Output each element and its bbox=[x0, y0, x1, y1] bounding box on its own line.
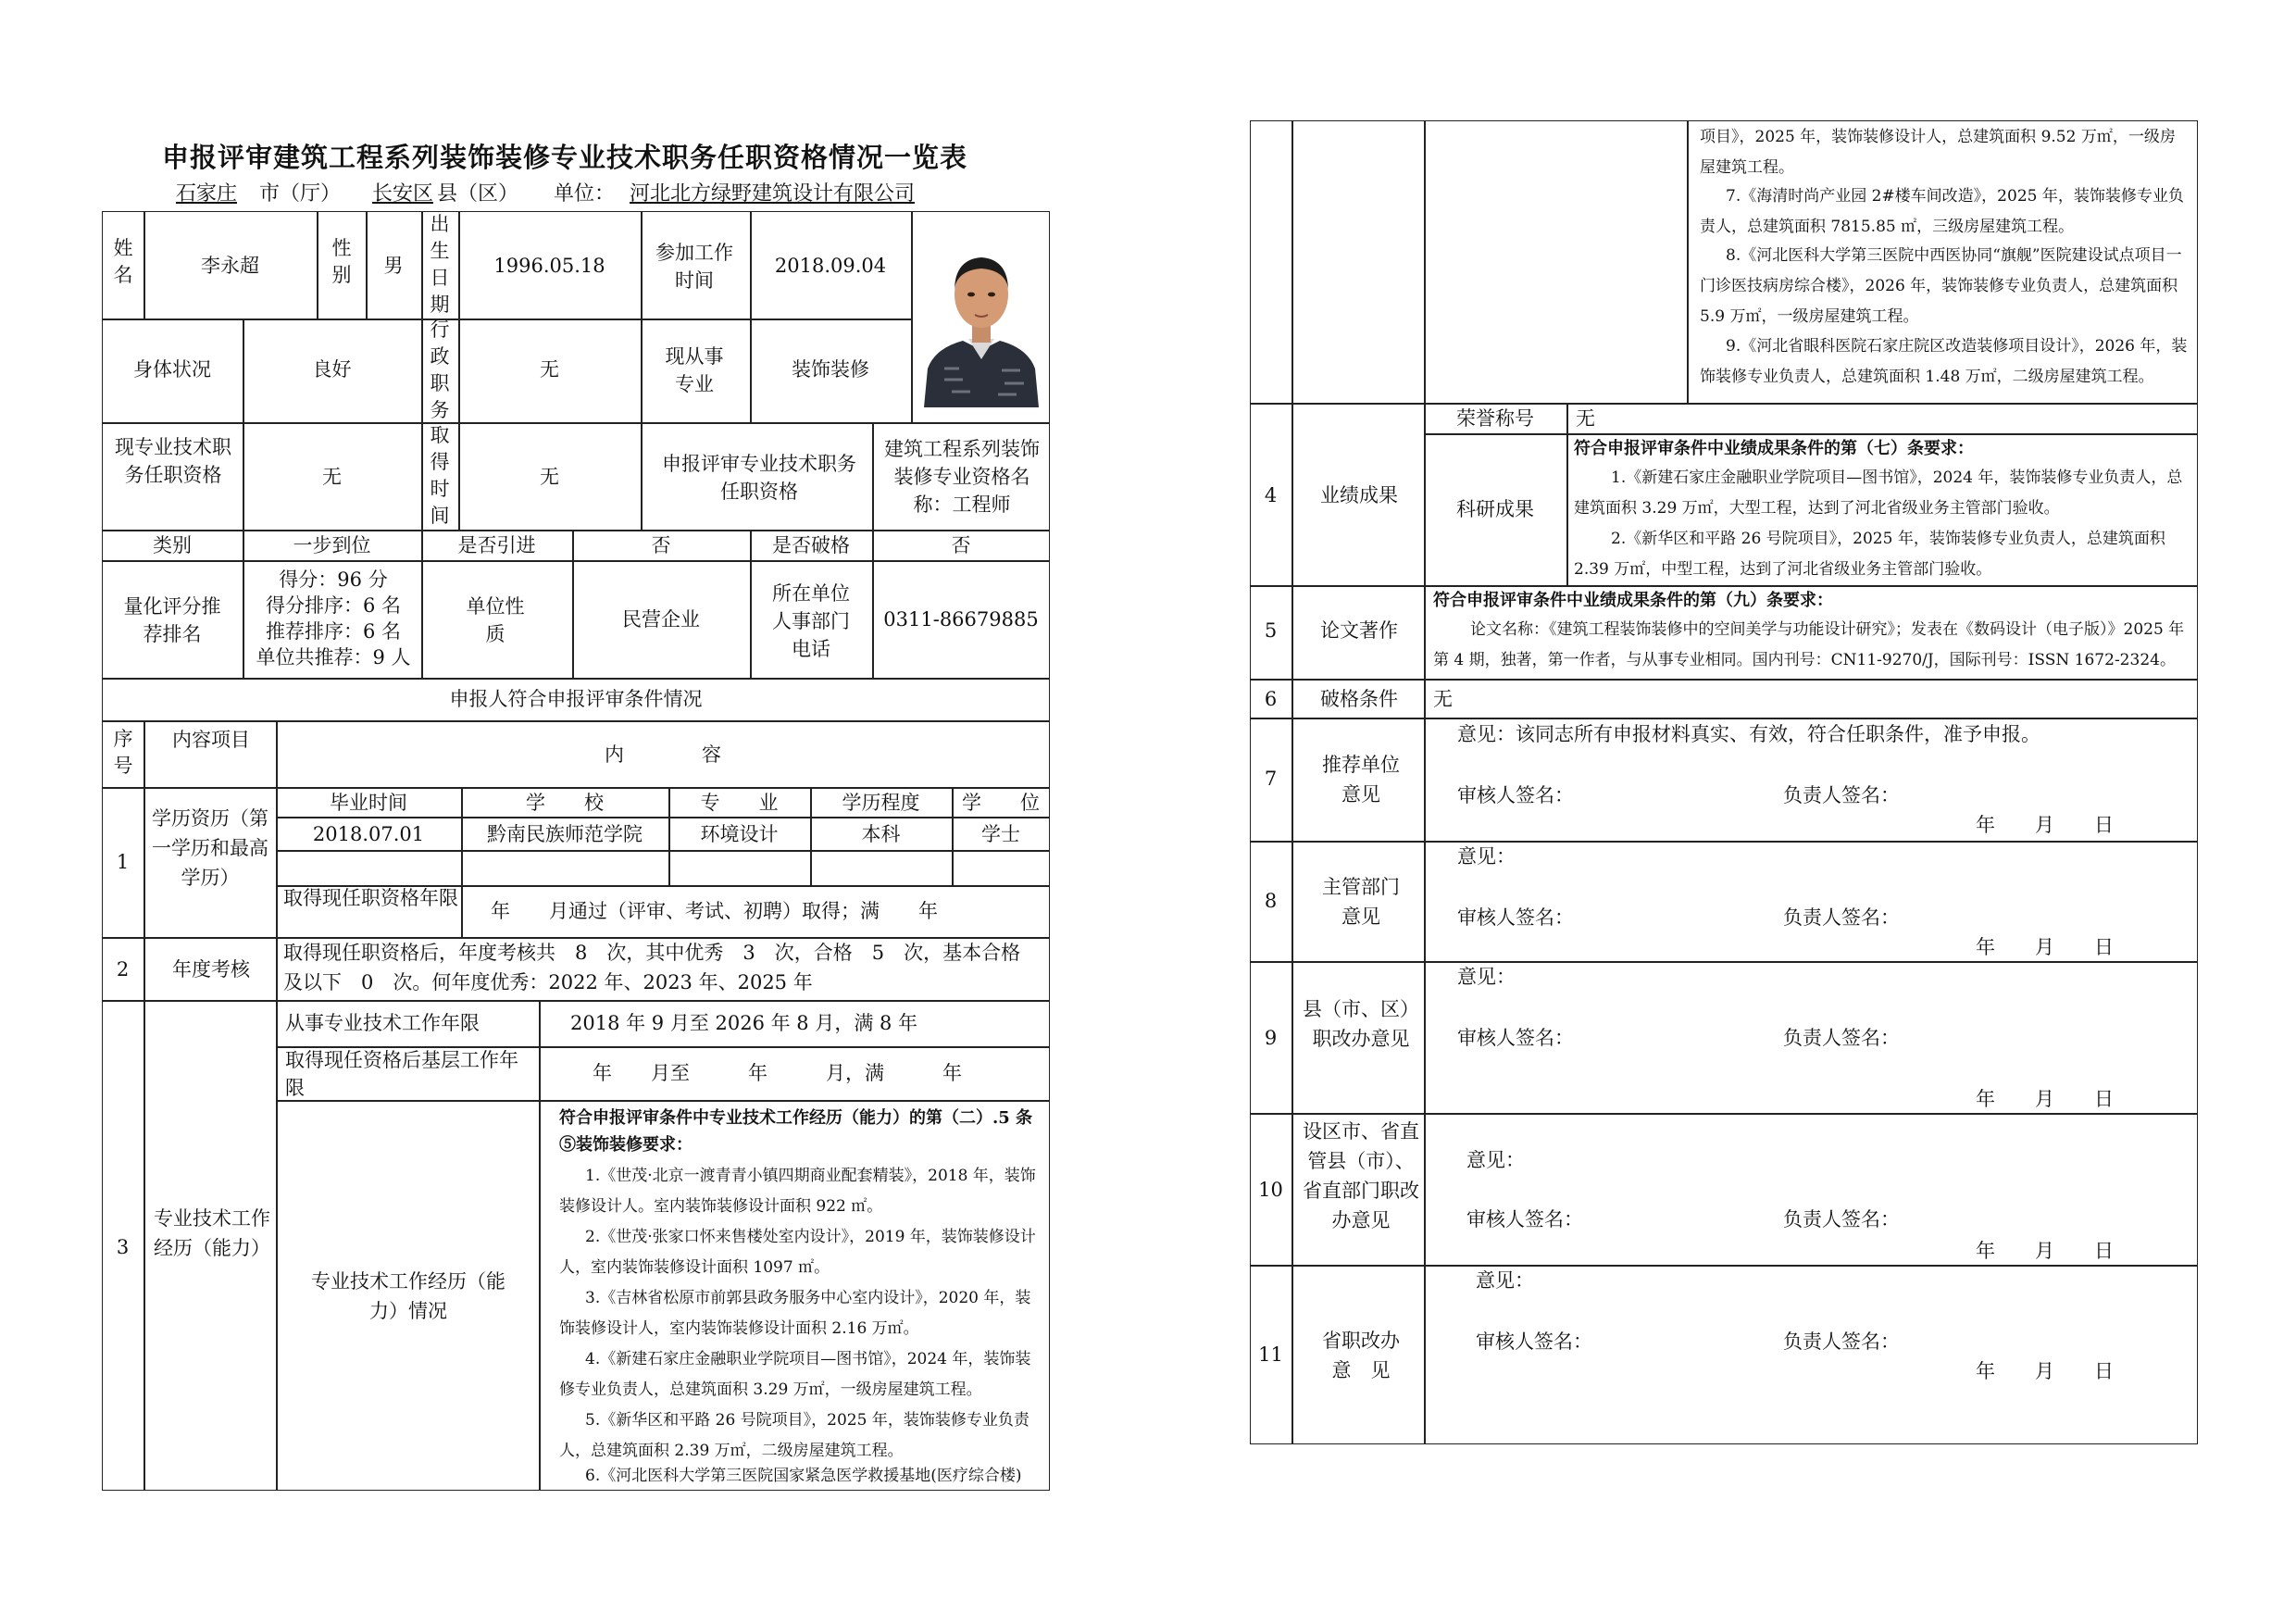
admin-post-value: 无 bbox=[540, 358, 559, 381]
papers-text: 论文名称：《建筑工程装饰装修中的空间美学与功能设计研究》；发表在《数码设计（电子版）》2025 年第 4 期，独著，第一作者，与从事专业相同。国内刊号：CN11-9270/J，国际刊号：ISSN 1672-2324。 bbox=[1433, 620, 2185, 669]
city-label: 市（厅） bbox=[259, 182, 342, 206]
current-major-label: 现从事专业 bbox=[665, 345, 724, 395]
date-month: 月 bbox=[2035, 1240, 2054, 1262]
apply-title-value: 建筑工程系列装饰装修专业资格名称：工程师 bbox=[884, 438, 1040, 516]
exp-years-label: 从事专业技术工作年限 bbox=[285, 1012, 480, 1034]
edu-header: 专 业 bbox=[700, 792, 779, 814]
date-year: 年 bbox=[1976, 1240, 1995, 1262]
birth-value: 1996.05.18 bbox=[493, 255, 605, 277]
exp-requirement: 符合申报评审条件中专业技术工作经历（能力）的第（二）.5 条⑤装饰装修要求： bbox=[559, 1108, 1033, 1155]
date-month: 月 bbox=[2035, 936, 2054, 958]
gender-value: 男 bbox=[383, 255, 404, 277]
edu-seq: 1 bbox=[116, 851, 130, 873]
papers-label: 论文著作 bbox=[1320, 619, 1398, 642]
unit-nature-label: 单位性质 bbox=[466, 595, 525, 645]
exp-item: 7.《海清时尚产业园 2#楼车间改造》，2025 年，装饰装修专业负责人，总建筑面积 7815.85 ㎡，三级房屋建筑工程。 bbox=[1700, 187, 2184, 236]
leader-signature-label: 负责人签名： bbox=[1783, 906, 1900, 929]
score-line: 得分：96 分 bbox=[279, 568, 388, 591]
health-label: 身体状况 bbox=[133, 358, 211, 381]
break-cond-value: 无 bbox=[1433, 688, 1453, 710]
date-day: 日 bbox=[2094, 814, 2114, 836]
date-day: 日 bbox=[2094, 1240, 2114, 1262]
exp-item: 2.《世茂·张家口怀来售楼处室内设计》，2019 年，装饰装修设计人，室内装饰装修设计面积 1097 ㎡。 bbox=[559, 1228, 1036, 1277]
score-line: 得分排序：6 名 bbox=[265, 594, 402, 617]
document-title: 申报评审建筑工程系列装饰装修专业技术职务任职资格情况一览表 bbox=[161, 142, 967, 173]
edu-cell: 2018.07.01 bbox=[312, 823, 425, 845]
opinion-label: 县（市、区）职改办意见 bbox=[1303, 998, 1419, 1050]
assess-text-2: 及以下 0 次。何年度优秀：2022 年、2023 年、2025 年 bbox=[283, 971, 813, 993]
recommend-opinion-text: 意见：该同志所有申报材料真实、有效，符合任职条件，准予申报。 bbox=[1457, 723, 2040, 745]
applicant-photo bbox=[917, 230, 1046, 407]
current-title-value: 无 bbox=[322, 466, 342, 488]
exp-seq: 3 bbox=[116, 1236, 130, 1258]
score-line: 单位共推荐：9 人 bbox=[256, 646, 411, 668]
break-cond-seq: 6 bbox=[1264, 688, 1278, 710]
score-line: 推荐排序：6 名 bbox=[265, 620, 402, 643]
exp-item: 5.《新华区和平路 26 号院项目》，2025 年，装饰装修专业负责人，总建筑面积 2.39 万㎡，二级房屋建筑工程。 bbox=[559, 1411, 1029, 1460]
edu-cell: 环境设计 bbox=[700, 823, 779, 845]
current-title-label: 现专业技术职务任职资格 bbox=[115, 436, 231, 486]
edu-header: 学历程度 bbox=[842, 792, 920, 814]
date-year: 年 bbox=[1976, 814, 1995, 836]
qual-label: 取得现任职资格年限 bbox=[283, 887, 458, 909]
date-month: 月 bbox=[2035, 814, 2054, 836]
col-seq: 序号 bbox=[113, 728, 133, 777]
research-item: 2.《新华区和平路 26 号院项目》，2025 年，装饰装修专业负责人，总建筑面积 2.39 万㎡，中型工程，达到了河北省级业务主管部门验收。 bbox=[1574, 530, 2165, 579]
hr-phone-value: 0311-86679885 bbox=[883, 608, 1039, 631]
edu-cell: 黔南民族师范学院 bbox=[487, 823, 643, 845]
opinion-label: 设区市、省直管县（市）、省直部门职改办意见 bbox=[1303, 1120, 1419, 1231]
date-day: 日 bbox=[2094, 1088, 2114, 1110]
exp-item: 项目》，2025 年，装饰装修设计人，总建筑面积 9.52 万㎡，一级房屋建筑工程。 bbox=[1700, 128, 2176, 177]
leader-signature-label: 负责人签名： bbox=[1783, 1208, 1900, 1230]
current-major-value: 装饰装修 bbox=[792, 358, 869, 381]
exp-item: 8.《河北医科大学第三医院中西医协同“旗舰”医院建设试点项目一门诊医技病房综合楼》，2026 年，装饰装修专业负责人，总建筑面积 5.9 万㎡，一级房屋建筑工程。 bbox=[1700, 246, 2182, 326]
break-value: 否 bbox=[951, 534, 971, 556]
opinion-seq: 11 bbox=[1258, 1343, 1283, 1366]
assess-text-1: 取得现任职资格后，年度考核共 8 次，其中优秀 3 次，合格 5 次，基本合格 bbox=[283, 942, 1021, 964]
conditions-heading: 申报人符合申报评审条件情况 bbox=[449, 688, 703, 710]
date-month: 月 bbox=[2035, 1360, 2054, 1382]
exp-item: 6.《河北医科大学第三医院国家紧急医学救援基地(医疗综合楼) bbox=[585, 1467, 1022, 1485]
hr-phone-label: 所在单位人事部门电话 bbox=[772, 582, 850, 660]
opinion-label: 主管部门意见 bbox=[1322, 876, 1400, 928]
score-lines bbox=[248, 567, 418, 670]
honor-label: 荣誉称号 bbox=[1456, 407, 1534, 430]
reviewer-signature-label: 审核人签名： bbox=[1457, 906, 1574, 929]
date-year: 年 bbox=[1976, 1088, 1995, 1110]
exp-detail-label: 专业技术工作经历（能力）情况 bbox=[311, 1270, 505, 1322]
work-start-value: 2018.09.04 bbox=[774, 255, 887, 277]
exp-item: 3.《吉林省松原市前郭县政务服务中心室内设计》，2020 年，装饰装修设计人，室内装饰装修设计面积 2.16 万㎡。 bbox=[559, 1289, 1031, 1338]
research-requirement: 符合申报评审条件中业绩成果条件的第（七）条要求： bbox=[1574, 439, 1974, 458]
name-value: 李永超 bbox=[201, 255, 259, 277]
edu-header: 学 校 bbox=[526, 792, 604, 814]
reviewer-signature-label: 审核人签名： bbox=[1457, 1027, 1574, 1049]
score-label: 量化评分推荐排名 bbox=[123, 595, 221, 645]
col-content: 内 容 bbox=[605, 743, 721, 766]
unit-nature-value: 民营企业 bbox=[622, 608, 700, 631]
obtain-time-label: 取得时间 bbox=[430, 424, 450, 527]
exp-years: 2018 年 9 月至 2026 年 8 月，满 8 年 bbox=[570, 1012, 918, 1034]
apply-title-label: 申报评审专业技术职务任职资格 bbox=[662, 453, 856, 503]
achieve-seq: 4 bbox=[1264, 484, 1278, 506]
break-cond-label: 破格条件 bbox=[1320, 688, 1398, 710]
exp-basic: 年 月至 年 月，满 年 bbox=[593, 1062, 962, 1084]
research-label: 科研成果 bbox=[1456, 498, 1534, 520]
edu-header: 学 位 bbox=[962, 792, 1040, 814]
unit-label: 单位： bbox=[554, 182, 616, 206]
exp-item: 9.《河北省眼科医院石家庄院区改造装修项目设计》，2026 年，装饰装修专业负责人，总建筑面积 1.48 万㎡，二级房屋建筑工程。 bbox=[1700, 337, 2188, 386]
opinion-prompt: 意见： bbox=[1476, 1269, 1534, 1292]
achieve-label: 业绩成果 bbox=[1320, 484, 1398, 506]
birth-label: 出生日期 bbox=[430, 213, 450, 316]
honor-value: 无 bbox=[1576, 407, 1595, 430]
exp-item: 4.《新建石家庄金融职业学院项目—图书馆》，2024 年，装饰装修专业负责人，总建筑面积 3.29 万㎡，一级房屋建筑工程。 bbox=[559, 1350, 1031, 1399]
admin-post-label: 行政职务 bbox=[430, 319, 450, 421]
date-day: 日 bbox=[2094, 936, 2114, 958]
papers-requirement: 符合申报评审条件中业绩成果条件的第（九）条要求： bbox=[1433, 591, 1833, 610]
health-value: 良好 bbox=[312, 358, 352, 381]
opinion-prompt: 意见： bbox=[1457, 845, 1516, 868]
assess-label: 年度考核 bbox=[172, 958, 250, 981]
leader-signature-label: 负责人签名： bbox=[1783, 1330, 1900, 1353]
edu-cell: 学士 bbox=[981, 823, 1020, 845]
type-value: 一步到位 bbox=[293, 534, 371, 556]
opinion-label: 省职改办意 见 bbox=[1322, 1330, 1400, 1381]
papers-seq: 5 bbox=[1264, 619, 1278, 642]
exp-basic-label: 取得现任资格后基层工作年限 bbox=[285, 1049, 518, 1099]
gender-label: 性别 bbox=[331, 237, 352, 286]
introduce-label: 是否引进 bbox=[457, 534, 536, 556]
qual-text: 年 月通过（评审、考试、初聘）取得；满 年 bbox=[491, 900, 938, 922]
assess-seq: 2 bbox=[116, 958, 130, 981]
exp-item: 1.《世茂·北京一渡青青小镇四期商业配套精装》，2018 年，装饰装修设计人。室内装饰装修设计面积 922 ㎡。 bbox=[559, 1167, 1036, 1216]
county-label: 县（区） bbox=[437, 182, 519, 206]
reviewer-signature-label: 审核人签名： bbox=[1466, 1208, 1583, 1230]
opinion-seq: 7 bbox=[1264, 768, 1278, 790]
edu-label: 学历资历（第一学历和最高学历） bbox=[152, 807, 268, 889]
reviewer-signature-label: 审核人签名： bbox=[1457, 784, 1574, 806]
exp-label: 专业技术工作经历（能力） bbox=[154, 1207, 270, 1259]
name-label: 姓名 bbox=[113, 237, 133, 286]
date-month: 月 bbox=[2035, 1088, 2054, 1110]
date-year: 年 bbox=[1976, 936, 1995, 958]
leader-signature-label: 负责人签名： bbox=[1783, 784, 1900, 806]
break-label: 是否破格 bbox=[772, 534, 850, 556]
introduce-value: 否 bbox=[651, 534, 671, 556]
date-year: 年 bbox=[1976, 1360, 1995, 1382]
date-day: 日 bbox=[2094, 1360, 2114, 1382]
edu-header: 毕业时间 bbox=[330, 792, 407, 814]
leader-signature-label: 负责人签名： bbox=[1783, 1027, 1900, 1049]
opinion-seq: 10 bbox=[1258, 1179, 1283, 1201]
city: 石家庄 bbox=[176, 182, 238, 206]
opinion-label: 推荐单位意见 bbox=[1322, 754, 1400, 806]
unit-name: 河北北方绿野建筑设计有限公司 bbox=[630, 182, 916, 206]
research-item: 1.《新建石家庄金融职业学院项目—图书馆》，2024 年，装饰装修专业负责人，总建筑面积 3.29 万㎡，大型工程，达到了河北省级业务主管部门验收。 bbox=[1574, 468, 2183, 518]
opinion-seq: 9 bbox=[1264, 1027, 1278, 1049]
obtain-time-value: 无 bbox=[540, 466, 559, 488]
work-start-label: 参加工作时间 bbox=[655, 242, 733, 292]
opinion-prompt: 意见： bbox=[1466, 1149, 1525, 1171]
type-label: 类别 bbox=[153, 534, 192, 556]
county: 长安区 bbox=[372, 182, 434, 206]
col-item: 内容项目 bbox=[172, 729, 250, 751]
reviewer-signature-label: 审核人签名： bbox=[1476, 1330, 1592, 1353]
edu-cell: 本科 bbox=[861, 823, 901, 845]
opinion-prompt: 意见： bbox=[1457, 966, 1516, 988]
opinion-seq: 8 bbox=[1264, 890, 1278, 912]
